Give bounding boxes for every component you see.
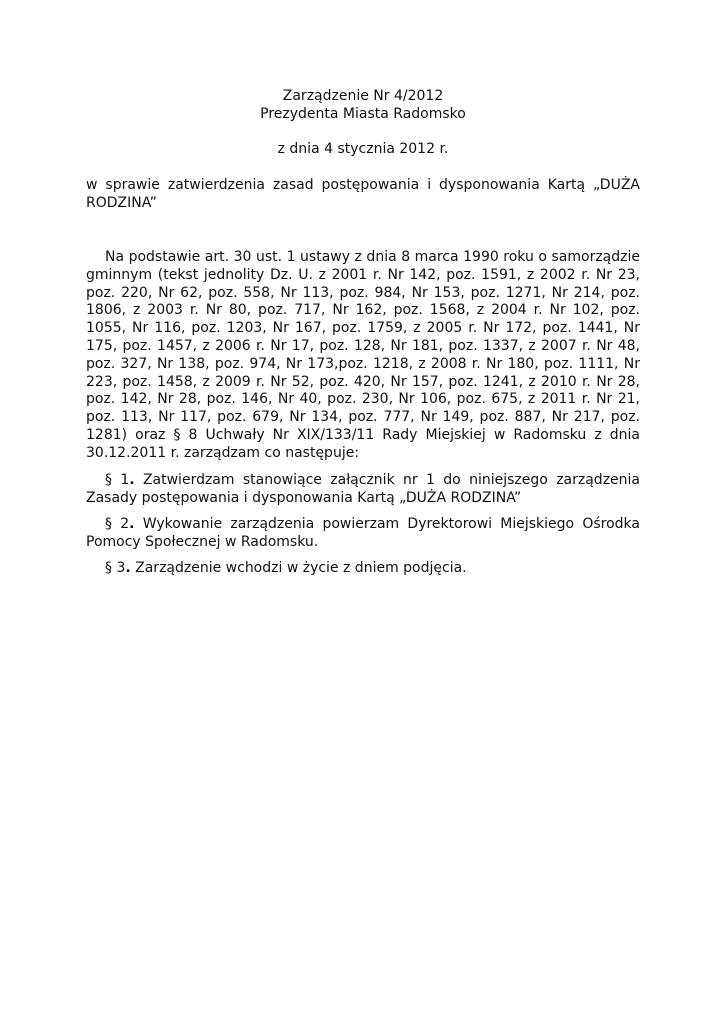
document-title: Zarządzenie Nr 4/2012 (282, 88, 444, 104)
legal-basis-paragraph: Na podstawie art. 30 ust. 1 ustawy z dnia 8 marca 1990 roku o samorządzie gminnym (tekst jednolity Dz. U. z 2001 r. Nr 142, poz. 1591, z 2002 r. Nr 23, poz. 220, Nr 62, poz. 558, Nr 113, poz. 984, Nr 153, poz. 1271, Nr 214, poz. 1806, z 2003 r. Nr 80, poz. 717, Nr 162, poz. 1568, z 2004 r. Nr 102, poz. 1055, Nr 116, poz. 1203, Nr 167, poz. 1759, z 2005 r. Nr 172, poz. 1441, Nr 175, poz. 1457, z 2006 r. Nr 17, poz. 128, Nr 181, poz. 1337, z 2007 r. Nr 48, poz. 327, Nr 138, poz. 974, Nr 173,poz. 1218, z 2008 r. Nr 180, poz. 1111, Nr 223, poz. 1458, z 2009 r. Nr 52, poz. 420, Nr 157, poz. 1241, z 2010 r. Nr 28, poz. 142, Nr 28, poz. 146, Nr 40, poz. 230, Nr 106, poz. 675, z 2011 r. Nr 21, poz. 113, Nr 117, poz. 679, Nr 134, poz. 777, Nr 149, poz. 887, Nr 217, poz. 1281) oraz § 8 Uchwały Nr XIX/133/11 Rady Miejskiej w Radomsku z dnia 30.12.2011 r. zarządzam co następuje: (86, 249, 640, 461)
subject-line-2: RODZINA” (86, 195, 157, 211)
section-2 (86, 515, 640, 551)
document-subject (86, 176, 640, 212)
section-1-text: Zatwierdzam stanowiące załącznik nr 1 do niniejszego zarządzenia Zasady postępowania i dysponowania Kartą „DUŻA RODZINA” (86, 471, 640, 506)
document-page (86, 87, 640, 577)
section-1-dot: . (129, 471, 135, 488)
section-3-text: Zarządzenie wchodzi w życie z dniem podjęcia. (130, 559, 467, 576)
subject-line-1: w sprawie zatwierdzenia zasad postępowania i dysponowania Kartą „DUŻA (86, 177, 640, 193)
section-2-text: Wykowanie zarządzenia powierzam Dyrektorowi Miejskiego Ośrodka Pomocy Społecznej w Radomsku. (86, 515, 641, 550)
document-header (86, 87, 640, 158)
section-3-mark: § 3 (105, 559, 126, 576)
section-3-dot: . (125, 559, 131, 576)
section-2-dot: . (129, 515, 135, 532)
document-issuer: Prezydenta Miasta Radomsko (260, 106, 466, 122)
document-date: z dnia 4 stycznia 2012 r. (277, 141, 449, 157)
section-3 (86, 559, 640, 577)
section-1-mark: § 1 (105, 471, 130, 488)
section-2-mark: § 2 (105, 515, 130, 532)
section-1 (86, 471, 640, 507)
